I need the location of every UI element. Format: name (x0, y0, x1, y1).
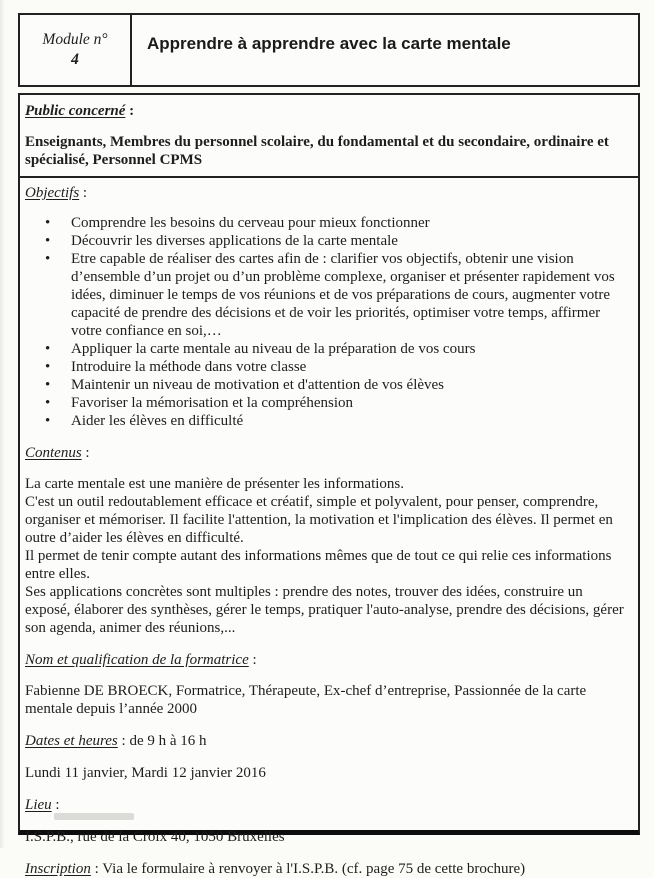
contenus-paragraph: Il permet de tenir compte autant des informations mêmes que de tout ce qui relie ces informations entre elles. (25, 548, 612, 582)
formatrice-body: Fabienne DE BROECK, Formatrice, Thérapeute, Ex-chef d’entreprise, Passionnée de la carte mentale depuis l’année 2000 (25, 683, 587, 717)
contenus-heading-colon: : (81, 445, 90, 461)
formatrice-heading-line (25, 651, 630, 669)
objectifs-heading: Objectifs (25, 185, 80, 201)
public-body: Enseignants, Membres du personnel scolaire, du fondamental et du secondaire, ordinaire et spécialisé, Personnel CPMS (25, 134, 609, 168)
inscription-heading: Inscription (25, 861, 91, 877)
module-header (18, 13, 640, 87)
bullet-item: • Découvrir les diverses applications de la carte mentale (71, 232, 630, 250)
section-main (20, 178, 638, 878)
scanner-edge-artifact (0, 0, 5, 848)
objectifs-heading-colon: : (79, 185, 88, 201)
content-box (18, 93, 640, 877)
lieu-heading-line (25, 796, 630, 814)
inscription-body: Via le formulaire à renvoyer à l'I.S.P.B. (cf. page 75 de cette brochure) (102, 861, 526, 877)
formatrice-heading: Nom et qualification de la formatrice (25, 652, 249, 668)
contenus-heading: Contenus (25, 445, 82, 461)
objectifs-heading-line (25, 184, 630, 202)
bullet-item: • Comprendre les besoins du cerveau pour mieux fonctionner (71, 214, 630, 232)
public-heading-line (25, 102, 630, 120)
dates-hours: de 9 h à 16 h (129, 733, 207, 749)
module-number-cell (20, 15, 132, 85)
formatrice-heading-colon: : (248, 652, 257, 668)
lieu-heading: Lieu (25, 797, 52, 813)
module-label: Module n° (42, 31, 108, 48)
contenus-heading-line (25, 444, 630, 462)
dates-heading: Dates et heures (25, 733, 118, 749)
title-cell (132, 15, 638, 85)
contenus-paragraph: Ses applications concrètes sont multiples : prendre des notes, trouver des idées, construire un exposé, élaborer des synthèses, gérer le temps, pratiquer l'auto-analyse, prendre des décisions, gérer son agenda, animer des réunions,... (25, 584, 624, 636)
page-title: Apprendre à apprendre avec la carte mentale (147, 34, 511, 53)
public-heading: Public concerné (25, 103, 126, 119)
bullet-item: • Etre capable de réaliser des cartes afin de : clarifier vos objectifs, obtenir une vision d’ensemble d’un projet ou d’un problème complexe, organiser et présenter rapidement vos idées, diminuer le temps de vos réunions et de vos préparations de cours, augmenter votre capacité de prendre des décisions et de voir les priorités, optimiser votre temps, affirmer votre confiance en soi,… (71, 250, 630, 340)
bullet-item: • Appliquer la carte mentale au niveau de la préparation de vos cours (71, 340, 630, 358)
bullet-item: • Introduire la méthode dans votre classe (71, 358, 630, 376)
public-heading-colon: : (125, 103, 135, 119)
contenus-body (25, 475, 630, 637)
dates-line (25, 732, 630, 750)
section-public-concerne (20, 95, 638, 178)
inscription-separator: : (90, 861, 103, 877)
contenus-paragraph: C'est un outil redoutablement efficace et créatif, simple et polyvalent, pour penser, comprendre, organiser et mémoriser. Il facilite l'attention, la motivation et l'implication des élèves. Il permet en outre d’aider les élèves en difficulté. (25, 494, 613, 546)
inscription-line (25, 860, 630, 878)
bullet-item: • Aider les élèves en difficulté (71, 412, 630, 430)
lieu-heading-colon: : (51, 797, 60, 813)
bullet-item: • Maintenir un niveau de motivation et d'attention de vos élèves (71, 376, 630, 394)
module-number: 4 (71, 51, 79, 68)
contenus-paragraph: La carte mentale est une manière de présenter les informations. (25, 476, 404, 492)
dates-schedule: Lundi 11 janvier, Mardi 12 janvier 2016 (25, 765, 266, 781)
bullet-item: • Favoriser la mémorisation et la compréhension (71, 394, 630, 412)
dates-separator: : (117, 733, 130, 749)
lieu-body: I.S.P.B., rue de la Croix 40, 1050 Bruxelles (25, 829, 285, 845)
scan-smudge-artifact (54, 813, 134, 820)
objectifs-list (25, 214, 630, 430)
